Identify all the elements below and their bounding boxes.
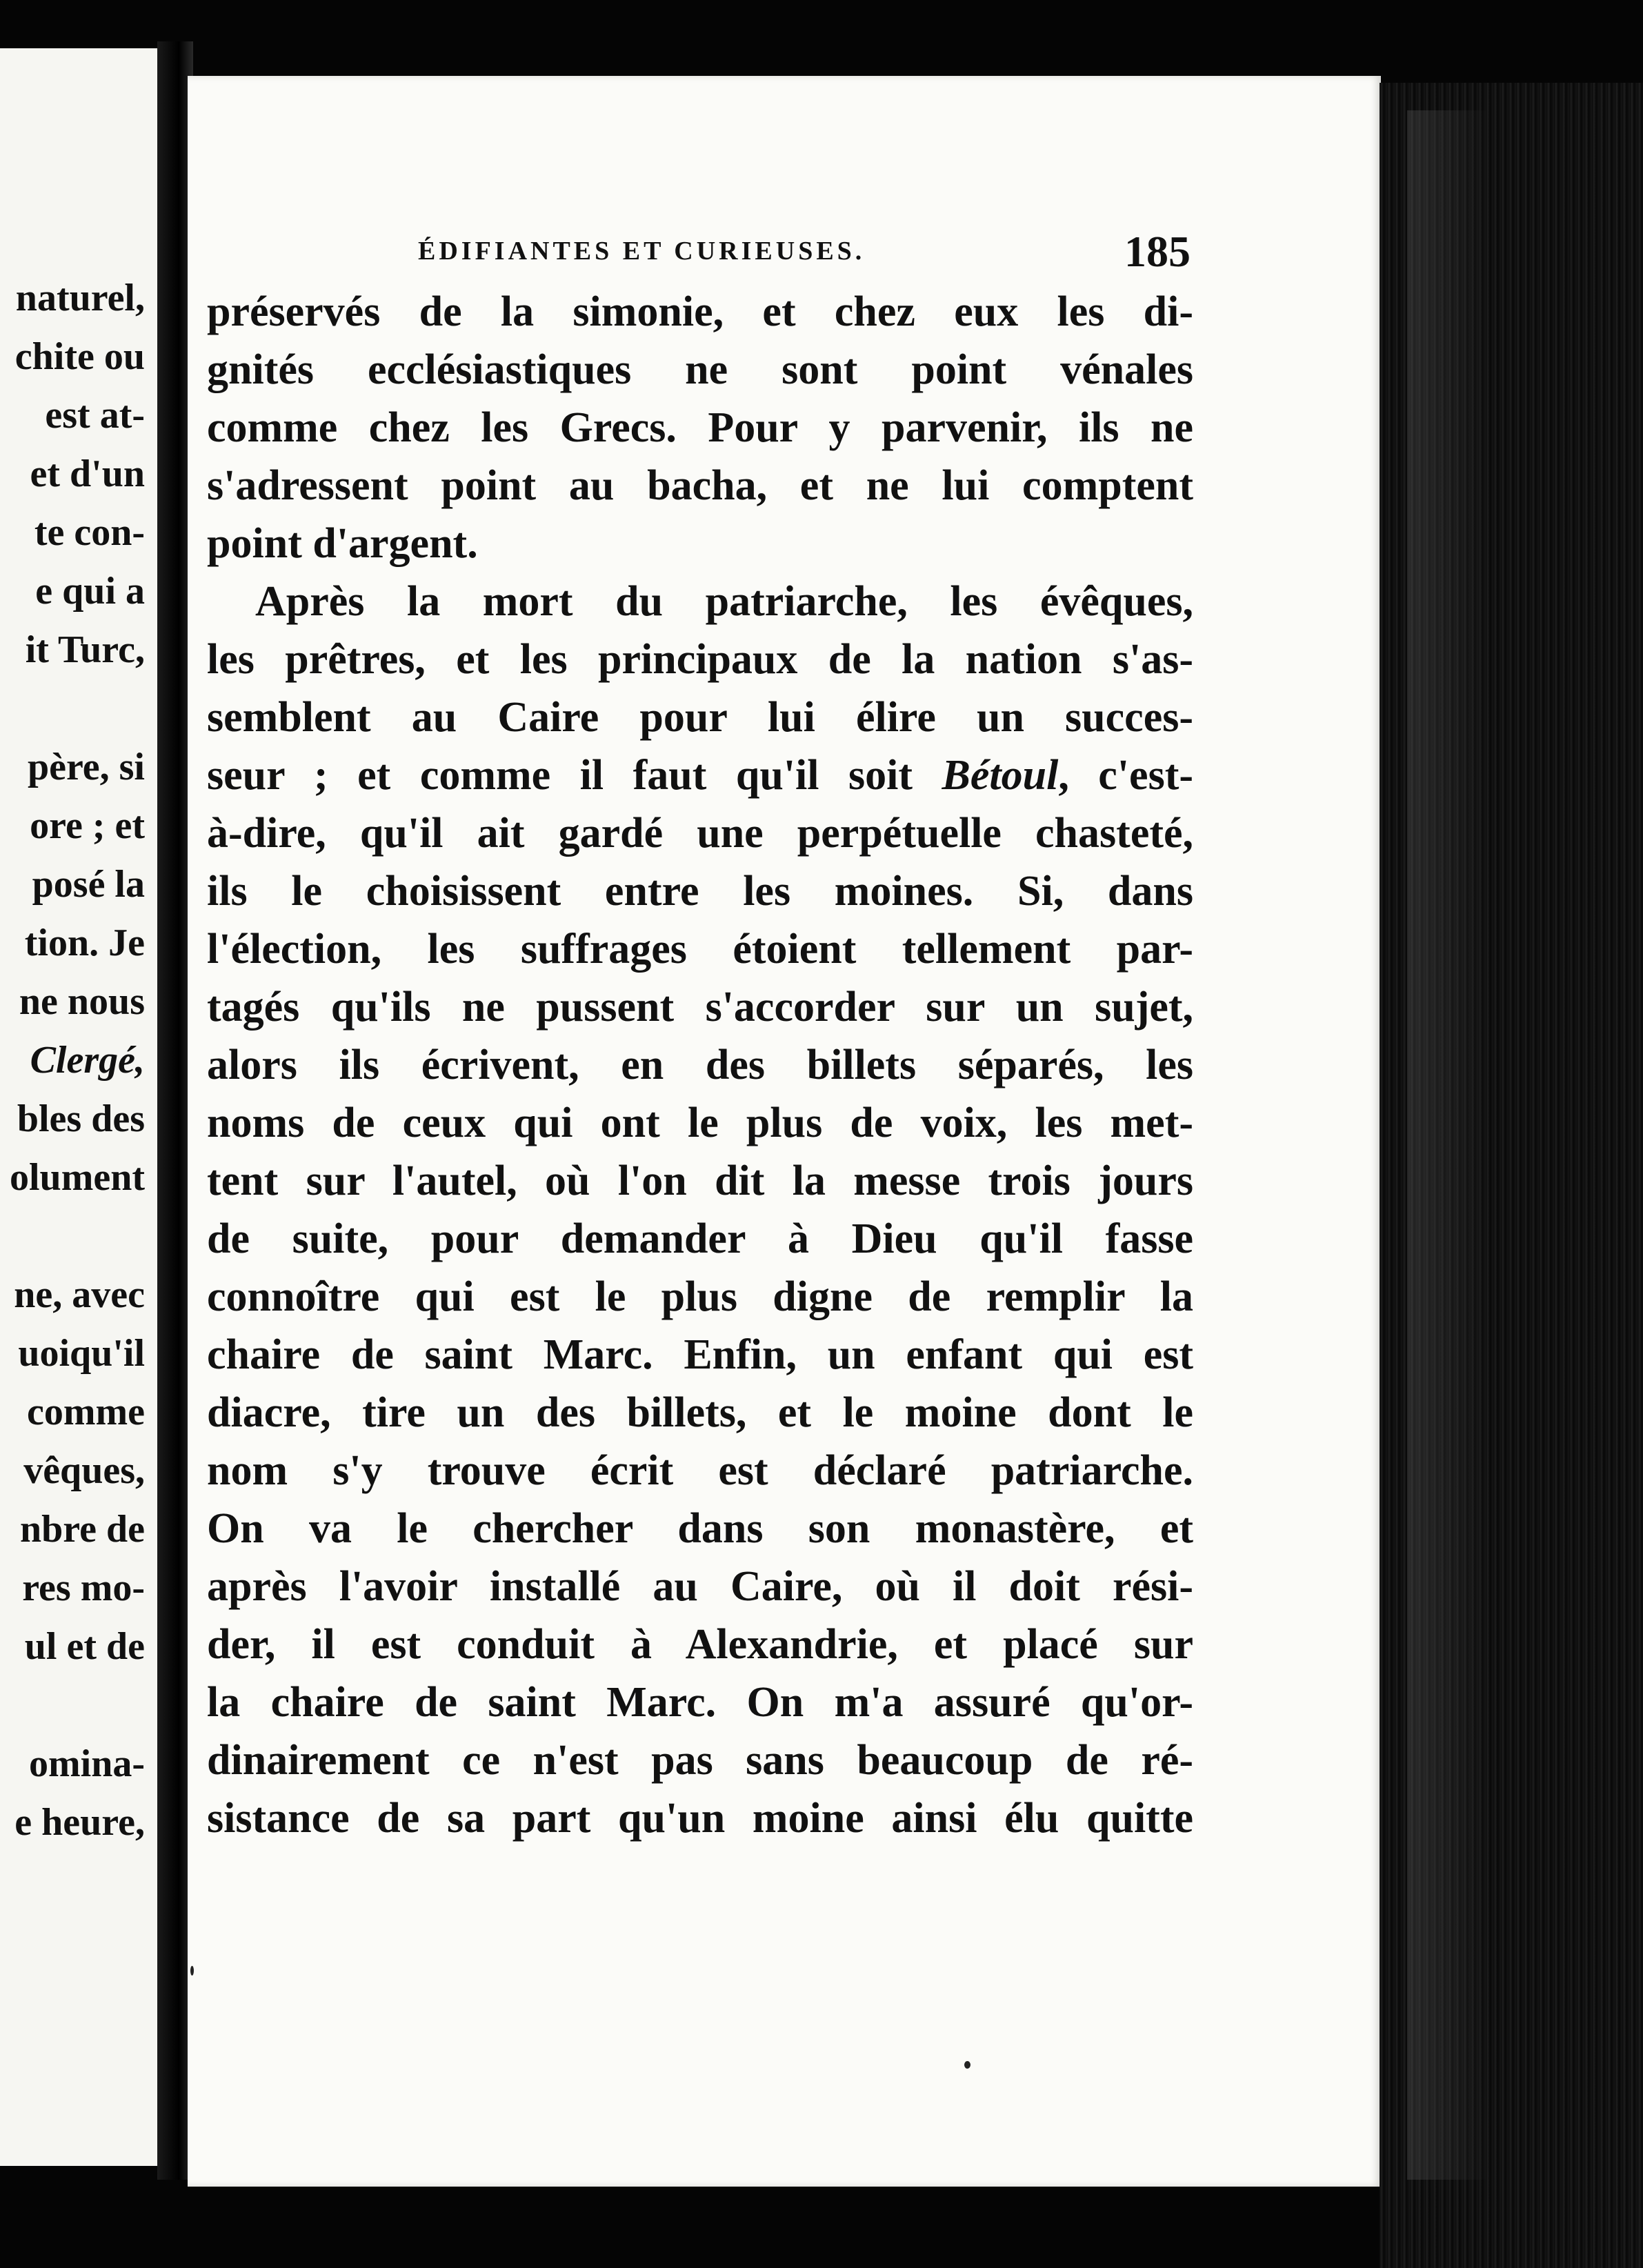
text-line: connoître qui est le plus digne de remplir la	[207, 1273, 1193, 1320]
paragraph-first-line: Après la mort du patriarche, les évêques,	[255, 578, 1193, 625]
text-line: la chaire de saint Marc. On m'a assuré qu'or-	[207, 1679, 1193, 1726]
text-line: On va le chercher dans son monastère, et	[207, 1505, 1193, 1552]
left-page-line: et d'un	[30, 452, 145, 495]
text-line: comme chez les Grecs. Pour y parvenir, ils ne	[207, 404, 1193, 451]
text-line: de suite, pour demander à Dieu qu'il fasse	[207, 1215, 1193, 1262]
left-page-line: tion. Je	[24, 922, 145, 964]
left-page-line: ne nous	[19, 980, 145, 1023]
text-line: gnités ecclésiastiques ne sont point vénales	[207, 346, 1193, 393]
text-line: après l'avoir installé au Caire, où il doit rési-	[207, 1563, 1193, 1610]
left-page-line: ne, avec	[14, 1273, 145, 1316]
left-page-line: chite ou	[14, 335, 145, 378]
page-body	[207, 283, 1193, 1847]
left-page-line: ore ; et	[30, 804, 145, 847]
left-page-line: omina-	[29, 1742, 145, 1785]
text-line: les prêtres, et les principaux de la nation s'as-	[207, 636, 1193, 683]
left-page-line: e qui a	[35, 570, 145, 613]
left-page-line: e heure,	[14, 1801, 145, 1844]
left-facing-page	[0, 48, 167, 2166]
text-line: ils le choisissent entre les moines. Si, dans	[207, 868, 1193, 915]
text-line: tagés qu'ils ne pussent s'accorder sur un sujet,	[207, 984, 1193, 1031]
left-page-line: naturel,	[15, 277, 145, 319]
text-line: chaire de saint Marc. Enfin, un enfant qui est	[207, 1331, 1193, 1378]
left-page-line: res mo-	[22, 1566, 145, 1609]
ink-speck	[964, 2061, 970, 2069]
ink-speck	[190, 1966, 194, 1976]
text-line: s'adressent point au bacha, et ne lui comptent	[207, 462, 1193, 509]
text-line: à-dire, qu'il ait gardé une perpétuelle chasteté,	[207, 810, 1193, 857]
text-line: diacre, tire un des billets, et le moine dont le	[207, 1389, 1193, 1436]
left-page-line: est at-	[45, 394, 145, 437]
text-line: tent sur l'autel, où l'on dit la messe trois jours	[207, 1157, 1193, 1204]
page-number: 185	[1124, 227, 1191, 276]
left-page-line: père, si	[27, 746, 145, 788]
left-page-line: comme	[26, 1391, 145, 1433]
text-fragment: , c'est-	[1058, 752, 1193, 799]
text-line: noms de ceux qui ont le plus de voix, les met-	[207, 1100, 1193, 1146]
text-line: nom s'y trouve écrit est déclaré patriarche.	[207, 1447, 1193, 1494]
text-line: alors ils écrivent, en des billets séparés, les	[207, 1042, 1193, 1088]
left-page-line: Clergé,	[30, 1039, 145, 1082]
text-line: préservés de la simonie, et chez eux les di-	[207, 288, 1193, 335]
text-line-with-italic	[207, 746, 1193, 804]
text-line: semblent au Caire pour lui élire un succes-	[207, 694, 1193, 741]
left-page-line: bles des	[17, 1097, 145, 1140]
left-page-line: te con-	[34, 511, 145, 554]
text-line: l'élection, les suffrages étoient tellement par-	[207, 926, 1193, 973]
left-page-line: uoiqu'il	[18, 1332, 145, 1375]
text-fragment: seur ; et comme il faut qu'il soit	[207, 752, 942, 799]
italic-term: Bétoul	[942, 752, 1059, 799]
left-page-line: ul et de	[24, 1625, 145, 1668]
text-line: dinairement ce n'est pas sans beaucoup de ré-	[207, 1737, 1193, 1784]
left-page-line: olument	[10, 1156, 145, 1199]
left-page-line: vêques,	[23, 1449, 145, 1492]
text-line: point d'argent.	[207, 520, 478, 567]
text-line: der, il est conduit à Alexandrie, et placé sur	[207, 1621, 1193, 1668]
running-title: ÉDIFIANTES ET CURIEUSES.	[418, 237, 866, 266]
text-line: sistance de sa part qu'un moine ainsi élu quitte	[207, 1795, 1193, 1842]
left-page-line: posé la	[32, 863, 145, 906]
left-page-line: nbre de	[20, 1508, 145, 1551]
page-header	[418, 229, 1191, 277]
book-edge-highlight	[1407, 110, 1490, 2180]
left-page-line: it Turc,	[25, 628, 145, 671]
